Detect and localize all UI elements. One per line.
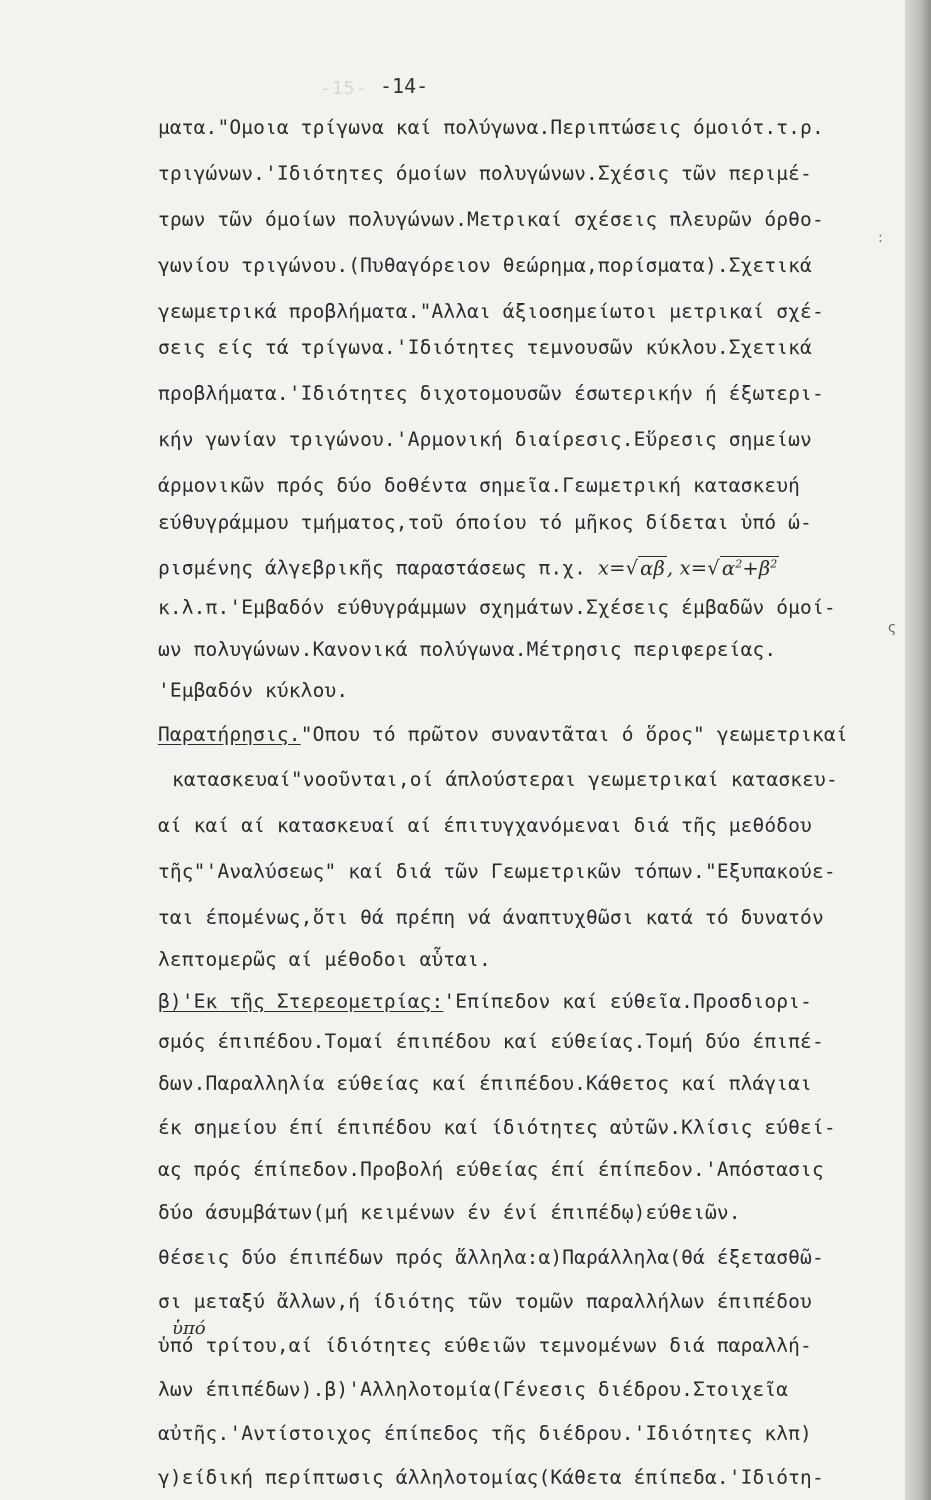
text-line: σμός έπιπέδου.Τομαί έπιπέδου καί εύθείας.Τομή δύο έπιπέ- (158, 1030, 824, 1053)
text-line: κατασκευαί"νοοῦνται,οί άπλούστεραι γεωμετρικαί κατασκευ- (172, 768, 838, 791)
text-line: άρμονικῶν πρός δύο δοθέντα σημεῖα.Γεωμετρική κατασκευή (158, 474, 801, 497)
text-line: προβλήματα.'Ιδιότητες διχοτομουσῶν έσωτερικήν ή έξωτερι- (158, 382, 824, 405)
text-line: ὑπό τρίτου,αί ίδιότητες εύθειῶν τεμνομένων διά παραλλή- (158, 1334, 812, 1357)
bleed-through-page-number: -15- (320, 78, 368, 99)
text-line: ται έπομένως,ὅτι θά πρέπη νά άναπτυχθῶσι κατά τό δυνατόν (158, 906, 824, 929)
text-line: σεις είς τά τρίγωνα.'Ιδιότητες τεμνουσῶν κύκλου.Σχετικά (158, 336, 812, 359)
text-line: τῆς"'Αναλύσεως" καί διά τῶν Γεωμετρικῶν τόπων."Εξυπακούε- (158, 860, 836, 883)
text-line: αὐτῆς.'Αντίστοιχος έπίπεδος τῆς διέδρου.'Ιδιότητες κλπ) (158, 1422, 812, 1445)
text-line: γ)είδική περίπτωσις άλληλοτομίας(Κάθετα έπίπεδα.'Ιδιότη- (158, 1466, 824, 1489)
margin-mark: ς (888, 620, 897, 636)
margin-mark: : (878, 230, 883, 246)
page-number: -14- (380, 74, 429, 98)
text-line: ων πολυγώνων.Κανονικά πολύγωνα.Μέτρησις περιφερείας. (158, 638, 777, 661)
text-line: αί καί αί κατασκευαί αί έπιτυγχανόμεναι διά τῆς μεθόδου (158, 814, 812, 837)
text-line: ας πρός έπίπεδον.Προβολή εύθείας έπί έπίπεδον.'Απόστασις (158, 1158, 824, 1181)
text-line: θέσεις δύο έπιπέδων πρός ἄλληλα:α)Παράλληλα(θά έξετασθῶ- (158, 1246, 824, 1269)
text-line: λεπτομερῶς αί μέθοδοι αὗται. (158, 948, 491, 971)
remark-heading: Παρατήρησις. (158, 723, 301, 746)
text-line-section (158, 992, 812, 1012)
text-line: δύο άσυμβάτων(μή κειμένων έν ένί έπιπέδῳ)εύθειῶν. (158, 1201, 741, 1224)
page-binding-edge (905, 0, 931, 1500)
text-line: γωνίου τριγώνου.(Πυθαγόρειον θεώρημα,πορίσματα).Σχετικά (158, 254, 812, 277)
text-line: 'Εμβαδόν κύκλου. (158, 679, 349, 702)
handwritten-annotation: ὑπό (172, 1318, 206, 1339)
text-line: ματα."Ομοια τρίγωνα καί πολύγωνα.Περιπτώσεις όμοιότ.τ.ρ. (158, 116, 824, 139)
text-line: δων.Παραλληλία εύθείας καί έπιπέδου.Κάθετος καί πλάγιαι (158, 1072, 812, 1095)
text-line: γεωμετρικά προβλήματα."Αλλαι άξιοσημείωτοι μετρικαί σχέ- (158, 300, 824, 323)
text-segment: "Οπου τό πρῶτον συναντᾶται ό ὅρος" γεωμετρικαί (300, 723, 848, 746)
text-line-with-formula (158, 558, 779, 578)
text-line: σι μεταξύ ἄλλων,ή ίδιότης τῶν τομῶν παραλλήλων έπιπέδου (158, 1290, 812, 1313)
text-line: τριγώνων.'Ιδιότητες όμοίων πολυγώνων.Σχέσις τῶν περιμέ- (158, 162, 812, 185)
text-line: έκ σημείου έπί έπιπέδου καί ίδιότητες αὐτῶν.Κλίσις εύθεί- (158, 1116, 836, 1139)
text-line: λων έπιπέδων).β)'Αλληλοτομία(Γένεσις διέδρου.Στοιχεῖα (158, 1378, 789, 1401)
text-segment: ρισμένης άλγεβρικῆς παραστάσεως π.χ. (158, 556, 587, 580)
math-formula: x=√ αβ , x=√ $\alpha^2+\beta^2$ (597, 556, 778, 580)
text-segment: 'Επίπεδον καί εύθεῖα.Προσδιορι- (443, 990, 812, 1013)
text-line: εύθυγράμμου τμήματος,τοῦ όποίου τό μῆκος δίδεται ὑπό ώ- (158, 511, 812, 534)
text-line: κήν γωνίαν τριγώνου.'Αρμονική διαίρεσις.Εὕρεσις σημείων (158, 428, 812, 451)
section-heading: β)'Εκ τῆς Στερεομετρίας: (158, 990, 444, 1013)
text-line: κ.λ.π.'Εμβαδόν εύθυγράμμων σχημάτων.Σχέσεις έμβαδῶν όμοί- (158, 596, 836, 619)
text-line: τρων τῶν όμοίων πολυγώνων.Μετρικαί σχέσεις πλευρῶν όρθο- (158, 208, 824, 231)
text-line-remark (158, 725, 848, 745)
